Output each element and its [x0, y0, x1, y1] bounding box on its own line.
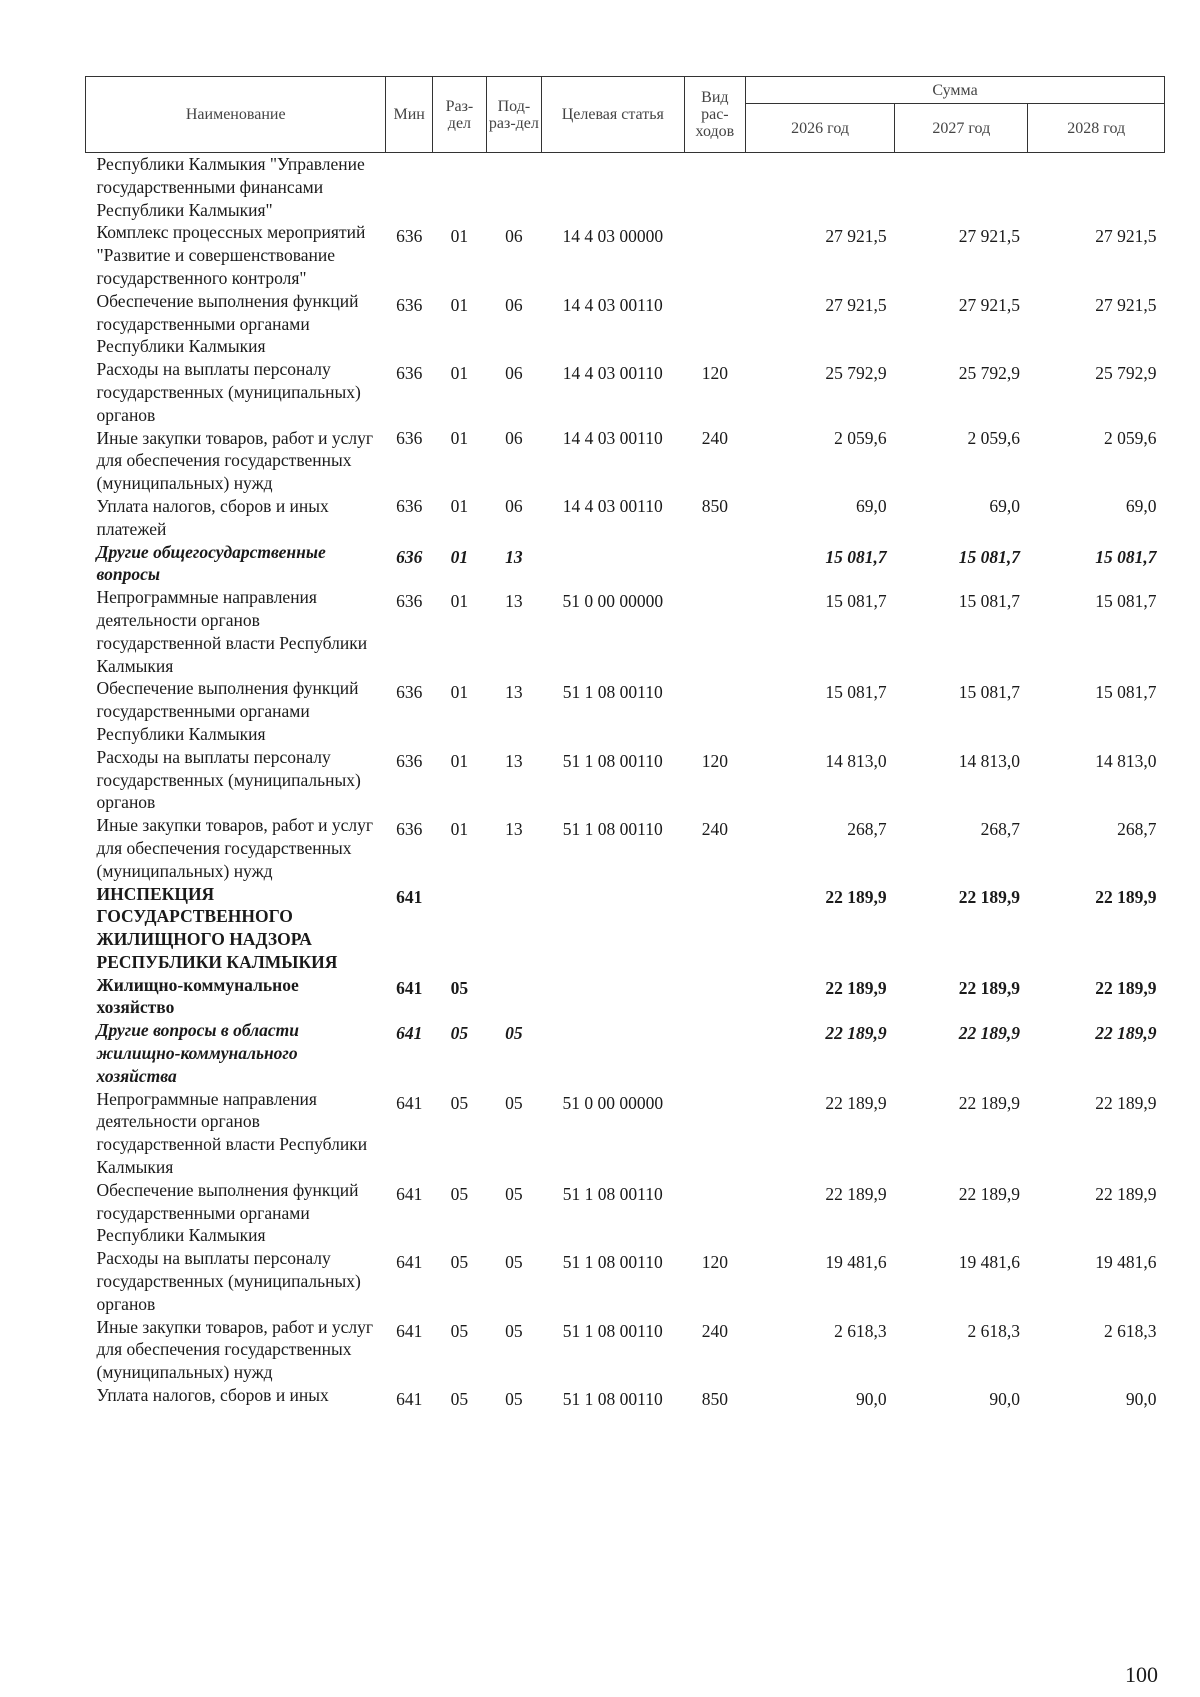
table-row	[86, 1247, 1165, 1315]
cell-podrazdel	[486, 974, 541, 1020]
cell-name: Расходы на выплаты персоналу государственных (муниципальных) органов	[96, 359, 361, 425]
cell-2026: 22 189,9	[825, 886, 887, 907]
cell-vid	[684, 586, 745, 677]
cell-razdel: 05	[450, 1092, 469, 1113]
cell-2027: 22 189,9	[958, 1092, 1020, 1113]
cell-2027: 19 481,6	[958, 1252, 1020, 1273]
cell-min: 636	[396, 682, 423, 703]
table-row	[86, 883, 1165, 974]
cell-celevaya: 51 0 00 00000	[562, 1092, 664, 1113]
cell-vid	[684, 221, 745, 289]
cell-min: 636	[396, 226, 423, 247]
cell-2027: 14 813,0	[958, 750, 1020, 771]
cell-2026: 15 081,7	[825, 682, 887, 703]
cell-2028: 15 081,7	[1095, 546, 1157, 567]
cell-2027: 22 189,9	[958, 977, 1020, 998]
cell-2026: 22 189,9	[825, 1092, 887, 1113]
cell-celevaya	[541, 1019, 684, 1087]
cell-2028: 90,0	[1125, 1389, 1157, 1410]
cell-podrazdel: 13	[505, 819, 523, 840]
cell-name: Непрограммные направления деятельности органов государственной власти Республики Калмыкия	[96, 1088, 368, 1178]
table-row	[86, 221, 1165, 289]
cell-celevaya: 14 4 03 00110	[562, 294, 663, 315]
cell-min	[386, 153, 433, 222]
header-podrazdel: Под-раз-дел	[486, 77, 541, 153]
cell-2026: 19 481,6	[825, 1252, 887, 1273]
cell-2028: 2 059,6	[1104, 427, 1157, 448]
cell-razdel: 05	[450, 1389, 469, 1410]
cell-vid	[684, 1019, 745, 1087]
cell-2028: 15 081,7	[1095, 682, 1157, 703]
header-name: Наименование	[86, 77, 386, 153]
cell-razdel: 05	[450, 1023, 469, 1044]
header-summa: Сумма	[746, 77, 1165, 104]
cell-min: 641	[396, 1092, 423, 1113]
cell-vid	[684, 677, 745, 745]
table-row	[86, 358, 1165, 426]
cell-2028: 22 189,9	[1095, 1183, 1157, 1204]
cell-razdel: 05	[450, 977, 469, 998]
header-vid: Вид рас-ходов	[684, 77, 745, 153]
cell-celevaya: 51 1 08 00110	[562, 750, 663, 771]
budget-table	[85, 76, 1165, 1411]
header-min: Мин	[386, 77, 433, 153]
cell-podrazdel: 13	[505, 546, 523, 567]
cell-name: Иные закупки товаров, работ и услуг для обеспечения государственных (муниципальных) нужд	[96, 815, 374, 881]
cell-podrazdel: 06	[505, 495, 523, 516]
header-razdel: Раз-дел	[432, 77, 486, 153]
cell-2026: 27 921,5	[825, 226, 887, 247]
cell-celevaya: 14 4 03 00110	[562, 363, 663, 384]
table-row	[86, 1019, 1165, 1087]
cell-podrazdel: 05	[505, 1320, 523, 1341]
cell-min: 641	[396, 1320, 423, 1341]
cell-name: Расходы на выплаты персоналу государственных (муниципальных) органов	[96, 746, 361, 813]
cell-name: Непрограммные направления деятельности органов государственной власти Республики Калмыкия	[96, 587, 368, 676]
cell-celevaya: 51 1 08 00110	[562, 1252, 663, 1273]
table-body	[86, 153, 1165, 1411]
cell-2027: 2 059,6	[967, 427, 1020, 448]
cell-razdel: 01	[450, 750, 469, 771]
cell-podrazdel	[486, 883, 541, 974]
cell-vid: 240	[701, 427, 728, 448]
cell-2028: 27 921,5	[1095, 294, 1157, 315]
table-row	[86, 1088, 1165, 1179]
cell-podrazdel: 05	[505, 1183, 523, 1204]
cell-razdel: 01	[450, 495, 469, 516]
cell-podrazdel: 13	[505, 591, 523, 612]
cell-celevaya: 51 1 08 00110	[562, 682, 663, 703]
cell-razdel: 05	[450, 1252, 469, 1273]
cell-name: Обеспечение выполнения функций государственными органами Республики Калмыкия	[96, 290, 359, 357]
cell-name: Иные закупки товаров, работ и услуг для обеспечения государственных (муниципальных) нужд	[96, 427, 374, 494]
cell-2028: 22 189,9	[1095, 1092, 1157, 1113]
cell-min: 641	[396, 1023, 423, 1044]
cell-2028: 25 792,9	[1095, 363, 1157, 384]
cell-name: Другие вопросы в области жилищно-коммунального хозяйства	[96, 1020, 300, 1086]
table-row	[86, 541, 1165, 587]
cell-name: Другие общегосударственные вопросы	[96, 541, 326, 585]
cell-2026: 22 189,9	[825, 1023, 887, 1044]
cell-min: 641	[396, 977, 423, 998]
cell-razdel: 01	[450, 819, 469, 840]
table-row	[86, 427, 1165, 495]
cell-razdel: 01	[450, 682, 469, 703]
cell-name: Республики Калмыкия "Управление государственными финансами Республики Калмыкия"	[96, 154, 365, 220]
cell-podrazdel: 05	[505, 1252, 523, 1273]
cell-2028: 2 618,3	[1104, 1320, 1157, 1341]
cell-2027: 27 921,5	[958, 226, 1020, 247]
cell-2027: 90,0	[989, 1389, 1020, 1410]
cell-vid	[684, 290, 745, 358]
cell-razdel: 01	[450, 226, 469, 247]
cell-name: Жилищно-коммунальное хозяйство	[96, 974, 299, 1018]
cell-2028	[1028, 153, 1165, 222]
table-row	[86, 746, 1165, 814]
cell-celevaya	[541, 153, 684, 222]
cell-2026: 27 921,5	[825, 294, 887, 315]
header-2027: 2027 год	[895, 104, 1028, 153]
cell-vid: 850	[701, 1389, 728, 1410]
cell-2026: 268,7	[847, 819, 887, 840]
cell-vid: 120	[701, 750, 728, 771]
cell-podrazdel: 06	[505, 294, 523, 315]
cell-min: 641	[396, 1183, 423, 1204]
cell-min: 636	[396, 495, 423, 516]
table-row	[86, 677, 1165, 745]
cell-vid	[684, 974, 745, 1020]
table-row	[86, 814, 1165, 882]
cell-min: 636	[396, 591, 423, 612]
cell-celevaya	[541, 883, 684, 974]
cell-min: 636	[396, 750, 423, 771]
table-header	[86, 77, 1165, 153]
cell-2026: 22 189,9	[825, 977, 887, 998]
cell-2028: 268,7	[1117, 819, 1157, 840]
cell-2026: 90,0	[856, 1389, 887, 1410]
cell-2028: 22 189,9	[1095, 886, 1157, 907]
cell-min: 641	[396, 886, 423, 907]
cell-2026: 25 792,9	[825, 363, 887, 384]
cell-vid: 120	[701, 1252, 728, 1273]
cell-razdel: 05	[450, 1183, 469, 1204]
cell-razdel: 01	[450, 427, 469, 448]
cell-podrazdel: 06	[505, 226, 523, 247]
cell-podrazdel: 05	[505, 1023, 523, 1044]
cell-name: Обеспечение выполнения функций государственными органами Республики Калмыкия	[96, 1179, 359, 1246]
cell-podrazdel: 13	[505, 750, 523, 771]
cell-vid: 850	[701, 495, 728, 516]
cell-podrazdel: 06	[505, 363, 523, 384]
cell-2027: 15 081,7	[958, 682, 1020, 703]
cell-celevaya	[541, 541, 684, 587]
cell-vid: 240	[701, 1320, 728, 1341]
cell-2028: 15 081,7	[1095, 591, 1157, 612]
cell-name: Уплата налогов, сборов и иных платежей	[96, 495, 329, 539]
cell-razdel: 05	[450, 1320, 469, 1341]
cell-podrazdel: 05	[505, 1389, 523, 1410]
cell-celevaya: 51 1 08 00110	[562, 1183, 663, 1204]
cell-2026: 2 059,6	[834, 427, 887, 448]
cell-celevaya: 51 1 08 00110	[562, 819, 663, 840]
cell-vid: 120	[701, 363, 728, 384]
cell-celevaya: 51 1 08 00110	[562, 1320, 663, 1341]
table-row	[86, 495, 1165, 541]
cell-2027: 268,7	[980, 819, 1020, 840]
cell-2026: 15 081,7	[825, 546, 887, 567]
cell-celevaya: 14 4 03 00110	[562, 427, 663, 448]
cell-min: 636	[396, 427, 423, 448]
header-2028: 2028 год	[1028, 104, 1165, 153]
table-row	[86, 153, 1165, 222]
cell-min: 636	[396, 294, 423, 315]
cell-2027: 27 921,5	[958, 294, 1020, 315]
header-celevaya: Целевая статья	[541, 77, 684, 153]
cell-2028: 22 189,9	[1095, 1023, 1157, 1044]
cell-min: 636	[396, 546, 423, 567]
table-row	[86, 974, 1165, 1020]
cell-name: Комплекс процессных мероприятий "Развитие и совершенствование государственного контроля"	[96, 222, 366, 288]
cell-min: 641	[396, 1252, 423, 1273]
cell-2026: 2 618,3	[834, 1320, 887, 1341]
cell-2026: 15 081,7	[825, 591, 887, 612]
cell-2027: 15 081,7	[958, 591, 1020, 612]
cell-razdel: 01	[450, 591, 469, 612]
cell-2028: 14 813,0	[1095, 750, 1157, 771]
cell-celevaya: 51 1 08 00110	[562, 1389, 663, 1410]
table-row	[86, 1179, 1165, 1247]
cell-min: 641	[396, 1389, 423, 1410]
header-2026: 2026 год	[746, 104, 895, 153]
cell-name: Иные закупки товаров, работ и услуг для обеспечения государственных (муниципальных) нужд	[96, 1316, 374, 1383]
cell-2027: 25 792,9	[958, 363, 1020, 384]
cell-razdel: 01	[450, 546, 469, 567]
cell-2028: 19 481,6	[1095, 1252, 1157, 1273]
cell-2027	[895, 153, 1028, 222]
cell-2026	[746, 153, 895, 222]
cell-celevaya: 51 0 00 00000	[562, 591, 664, 612]
cell-2027: 22 189,9	[958, 1183, 1020, 1204]
cell-vid	[684, 1179, 745, 1247]
cell-2027: 22 189,9	[958, 886, 1020, 907]
table-row	[86, 586, 1165, 677]
cell-2028: 69,0	[1125, 495, 1157, 516]
cell-podrazdel	[486, 153, 541, 222]
cell-podrazdel: 05	[505, 1092, 523, 1113]
cell-2027: 69,0	[989, 495, 1020, 516]
cell-vid	[684, 1088, 745, 1179]
cell-vid: 240	[701, 819, 728, 840]
table-row	[86, 1384, 1165, 1411]
cell-podrazdel: 13	[505, 682, 523, 703]
cell-razdel	[432, 153, 486, 222]
page-number: 100	[1125, 1662, 1158, 1687]
cell-celevaya	[541, 974, 684, 1020]
cell-min: 636	[396, 819, 423, 840]
cell-vid	[684, 541, 745, 587]
cell-vid	[684, 153, 745, 222]
cell-name: Уплата налогов, сборов и иных	[96, 1385, 329, 1406]
cell-name: Обеспечение выполнения функций государственными органами Республики Калмыкия	[96, 678, 359, 744]
cell-podrazdel: 06	[505, 427, 523, 448]
cell-2027: 22 189,9	[958, 1023, 1020, 1044]
cell-celevaya: 14 4 03 00110	[562, 495, 663, 516]
cell-2027: 15 081,7	[958, 546, 1020, 567]
cell-2028: 27 921,5	[1095, 226, 1157, 247]
cell-min: 636	[396, 363, 423, 384]
cell-razdel: 01	[450, 363, 469, 384]
cell-name: Расходы на выплаты персоналу государственных (муниципальных) органов	[96, 1248, 361, 1314]
cell-name: ИНСПЕКЦИЯ ГОСУДАРСТВЕННОГО ЖИЛИЩНОГО НАДЗОРА РЕСПУБЛИКИ КАЛМЫКИЯ	[96, 883, 338, 972]
table-row	[86, 1316, 1165, 1384]
cell-2026: 22 189,9	[825, 1183, 887, 1204]
table-row	[86, 290, 1165, 358]
cell-razdel: 01	[450, 294, 469, 315]
cell-celevaya: 14 4 03 00000	[562, 226, 664, 247]
cell-2027: 2 618,3	[967, 1320, 1020, 1341]
cell-2026: 14 813,0	[825, 750, 887, 771]
cell-vid	[684, 883, 745, 974]
cell-2026: 69,0	[856, 495, 887, 516]
cell-razdel	[432, 883, 486, 974]
cell-2028: 22 189,9	[1095, 977, 1157, 998]
